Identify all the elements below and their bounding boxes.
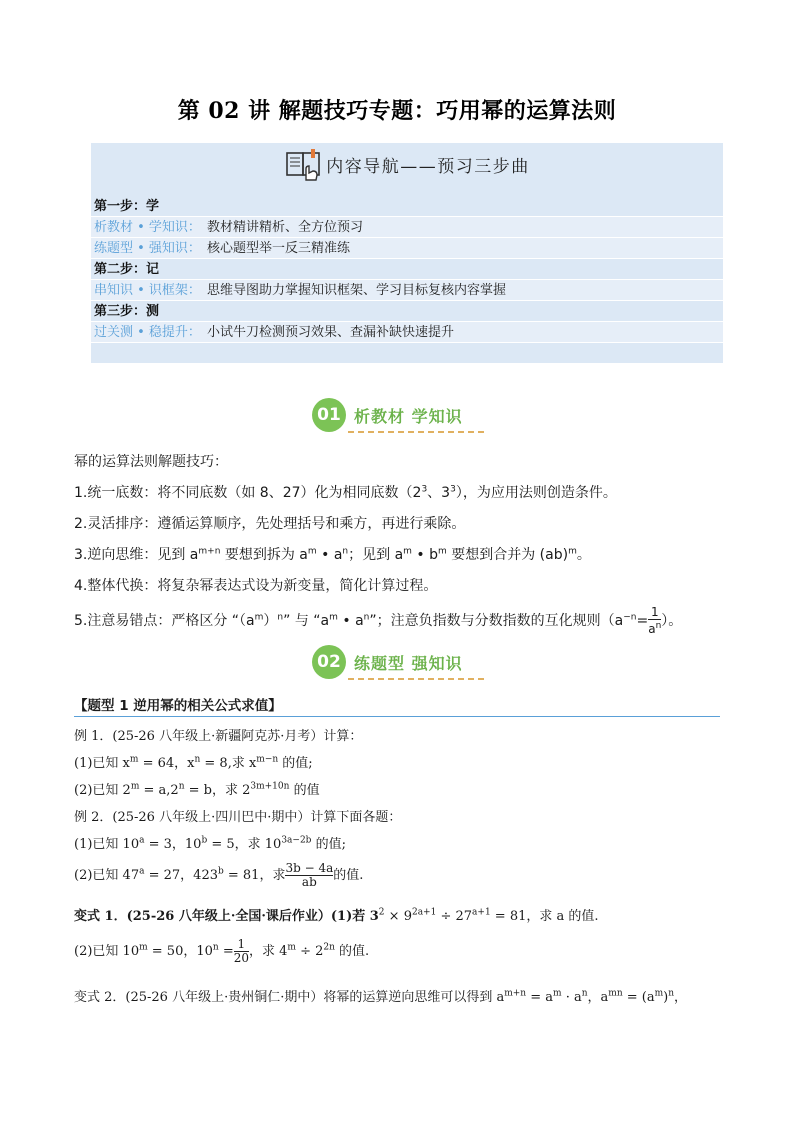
nav-row-label: 析教材 • 学知识： [94, 220, 201, 235]
section-underline [348, 431, 484, 433]
fraction-1-over-20: $\frac{1}{20}$ [233, 937, 249, 965]
tip-2: 2.灵活排序：遵循运算顺序，先处理括号和乘方，再进行乘除。 [74, 516, 466, 532]
variant-2: 变式 2．(25-26 八年级上·贵州铜仁·期中）将幂的运算逆向思维可以得到 $a^{m+n} = a^m \cdot a^n$，$a^{mn} = (a^m)^n$， [74, 988, 688, 1005]
tip-4: 4.整体代换：将复杂幂表达式设为新变量，简化计算过程。 [74, 578, 438, 594]
tips-intro: 幂的运算法则解题技巧： [74, 454, 228, 470]
topic-divider [74, 716, 720, 717]
tip-5: 5.注意易错点：严格区分 “$(a^m)^n$” 与 “$a^m$ • $a^n$”；注意负指数与分数指数的互化规则（$a^{-n}=$ $\frac{1}{a^n}$ ）。 [74, 605, 683, 636]
section-title: 析教材 学知识 [354, 407, 463, 426]
nav-title: 内容导航——预习三步曲 [326, 156, 530, 177]
section-number: 02 [312, 645, 346, 679]
example-2-title: 例 2．(25-26 八年级上·四川巴中·期中）计算下面各题： [74, 810, 402, 825]
example-1-part-2: (2)已知 $2^m = a,2^n = b$，求 $2^{3m+10n}$ 的值 [74, 781, 320, 798]
nav-row-text: 思维导图助力掌握知识框架、学习目标复核内容掌握 [206, 283, 506, 298]
nav-rows [91, 196, 723, 343]
nav-row-label: 串知识 • 识框架： [94, 283, 201, 298]
section-number: 01 [312, 398, 346, 432]
section-underline [348, 678, 484, 680]
nav-row-label: 第二步：记 [94, 262, 160, 277]
fraction-expression: $\frac{3b - 4a}{ab}$ [285, 861, 334, 889]
topic-heading: 【题型 1 逆用幂的相关公式求值】 [74, 698, 282, 714]
variant-1-part-1: 变式 1．(25-26 八年级上·全国·课后作业）(1)若 $3^2 \times 9^{2a+1} \div 27^{a+1} = 81$，求 a 的值. [74, 907, 599, 924]
nav-step [91, 259, 723, 280]
nav-row-text: 教材精讲精析、全方位预习 [206, 220, 363, 235]
tip-1: 1.统一底数：将不同底数（如 8、27）化为相同底数（$2^3$、$3^3$），为应用法则创造条件。 [74, 484, 617, 501]
example-2-part-1: (1)已知 $10^a = 3$，$10^b = 5$，求 $10^{3a-2b}$ 的值; [74, 835, 346, 852]
section-01-header [312, 398, 484, 434]
nav-row-label: 练题型 • 强知识： [94, 241, 201, 256]
example-1-part-1: (1)已知 $x^m = 64$，$x^n = 8$,求 $x^{m-n}$ 的值; [74, 754, 313, 771]
nav-item [91, 217, 723, 238]
fraction-1-over-a-n: $\frac{1}{a^n}$ [648, 605, 662, 636]
nav-row-label: 第三步：测 [94, 304, 160, 319]
nav-item [91, 280, 723, 301]
nav-step [91, 301, 723, 322]
book-hand-icon [284, 147, 324, 181]
variant-1-part-2: (2)已知 $10^m = 50$，$10^n$ = $\frac{1}{20}$ ，求 $4^m \div 2^{2n}$ 的值. [74, 937, 370, 965]
example-1-title: 例 1．(25-26 八年级上·新疆阿克苏·月考）计算： [74, 729, 363, 744]
nav-row-text: 核心题型举一反三精准练 [206, 241, 350, 256]
section-title: 练题型 强知识 [354, 654, 463, 673]
nav-row-label: 过关测 • 稳提升： [94, 325, 201, 340]
tip-3: 3.逆向思维：见到 $a^{m+n}$ 要想到拆为 $a^m$ • $a^n$；见到 $a^m$ • $b^m$ 要想到合并为 (ab)$^m$。 [74, 546, 591, 563]
section-02-header [312, 645, 484, 681]
example-2-part-2: (2)已知 $47^a = 27$，$423^b = 81$，求 $\frac{3b - 4a}{ab}$ 的值. [74, 861, 364, 889]
nav-step [91, 196, 723, 217]
nav-item [91, 322, 723, 343]
nav-row-label: 第一步：学 [94, 199, 160, 214]
nav-row-text: 小试牛刀检测预习效果、查漏补缺快速提升 [206, 325, 454, 340]
nav-header [91, 143, 723, 185]
content-navigation-box [91, 143, 723, 363]
page-title: 第 02 讲 解题技巧专题：巧用幂的运算法则 [177, 98, 617, 124]
nav-item [91, 238, 723, 259]
